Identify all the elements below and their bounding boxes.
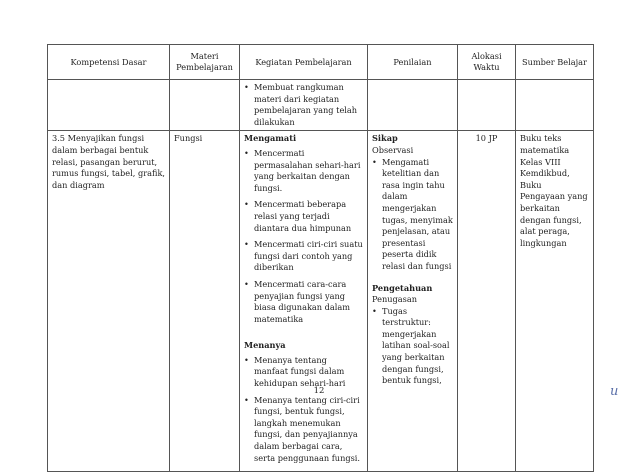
list-item: • Mencermati beberapa relasi yang terjadi diantara dua himpunan bbox=[244, 199, 363, 234]
list-item: • Mencermati permasalahan sehari-hari yang berkaitan dengan fungsi. bbox=[244, 148, 363, 194]
cell-kd-empty bbox=[48, 80, 170, 131]
mengamati-heading: Mengamati bbox=[244, 133, 297, 144]
cell-penilaian bbox=[368, 131, 458, 472]
cell-sumber-empty bbox=[516, 80, 594, 131]
cell-alokasi: 10 JP bbox=[458, 131, 516, 472]
table-row bbox=[48, 80, 594, 131]
page-number: 12 bbox=[313, 386, 325, 396]
cell-kegiatan bbox=[240, 80, 368, 131]
penugasan-label: Penugasan bbox=[372, 294, 418, 305]
table-row bbox=[48, 131, 594, 472]
list-item: • Mengamati bbox=[372, 157, 453, 169]
list-item: • Mencermati cara-cara penyajian fungsi yang biasa digunakan dalam matematika bbox=[244, 279, 363, 325]
header-penilaian: Penilaian bbox=[368, 45, 458, 80]
cell-kegiatan bbox=[240, 131, 368, 472]
header-materi: Materi Pembelajaran bbox=[170, 45, 240, 80]
list-item: • Menanya tentang manfaat fungsi dalam kehidupan sehari-hari bbox=[244, 355, 363, 390]
observasi-label: Observasi bbox=[372, 144, 414, 155]
menanya-list bbox=[244, 355, 363, 464]
cell-kompetensi: 3.5 Menyajikan fungsi dalam berbagai bentuk relasi, pasangan berurut, rumus fungsi, tabel, grafik, dan diagram bbox=[48, 131, 170, 472]
cell-materi: Fungsi bbox=[170, 131, 240, 472]
cell-alokasi-empty bbox=[458, 80, 516, 131]
sikap-detail: ketelitian dan rasa ingin tahu dalam mengerjakan tugas, menyimak penjelasan, atau presentasi peserta didik relasi dan fungsi bbox=[382, 168, 453, 271]
header-kompetensi-dasar: Kompetensi Dasar bbox=[48, 45, 170, 80]
list-item: • Mencermati ciri-ciri suatu fungsi dari contoh yang diberikan bbox=[244, 239, 363, 274]
header-alokasi: Alokasi Waktu bbox=[458, 45, 516, 80]
table-header-row bbox=[48, 45, 594, 80]
header-sumber: Sumber Belajar bbox=[516, 45, 594, 80]
mengamati-list bbox=[244, 148, 363, 325]
list-item: • Tugas bbox=[372, 306, 453, 318]
pengetahuan-detail: terstruktur: mengerjakan latihan soal-soal yang berkaitan dengan fungsi, bentuk fungsi, bbox=[382, 317, 450, 386]
list-item: • Menanya tentang ciri-ciri fungsi, bentuk fungsi, langkah menemukan fungsi, dan penyajiannya dalam berbagai cara, serta penggunaan fungsi. bbox=[244, 395, 363, 465]
pengetahuan-heading: Pengetahuan bbox=[372, 282, 433, 293]
list-item: • Membuat rangkuman materi dari kegiatan pembelajaran yang telah dilakukan bbox=[244, 82, 363, 128]
cell-materi-empty bbox=[170, 80, 240, 131]
cell-penilaian-empty bbox=[368, 80, 458, 131]
logo-icon: u bbox=[610, 384, 619, 399]
syllabus-table bbox=[47, 44, 594, 472]
cell-sumber: Buku teks matematika Kelas VIII Kemdikbud, Buku Pengayaan yang berkaitan dengan fungsi, alat peraga, lingkungan bbox=[516, 131, 594, 472]
menanya-heading: Menanya bbox=[244, 340, 286, 351]
header-kegiatan: Kegiatan Pembelajaran bbox=[240, 45, 368, 80]
sikap-heading: Sikap bbox=[372, 133, 398, 144]
